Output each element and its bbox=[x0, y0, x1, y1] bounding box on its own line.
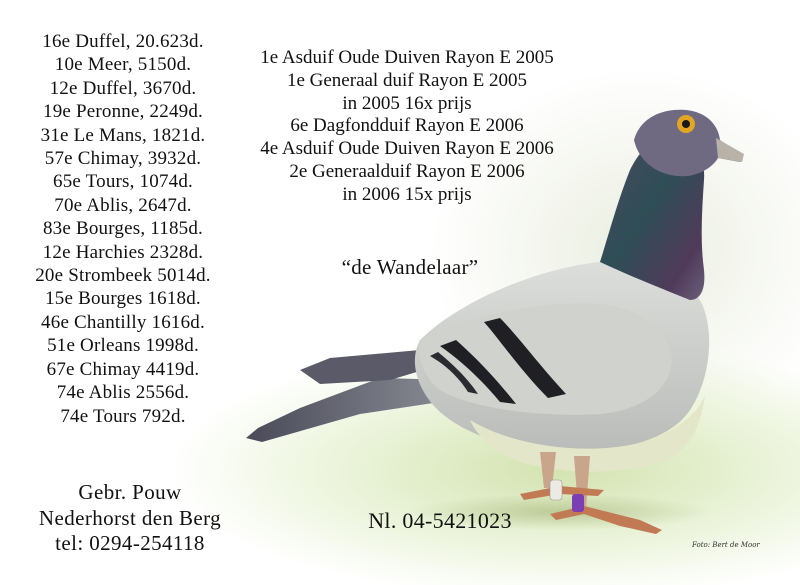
leg-ring-white bbox=[550, 480, 562, 500]
race-result: 57e Chimay, 3932d. bbox=[44, 148, 202, 170]
ring-number: Nl. 04-5421023 bbox=[368, 508, 512, 533]
race-result: 19e Peronne, 2249d. bbox=[43, 101, 203, 123]
owner-block bbox=[0, 480, 260, 557]
title-line: 4e Asduif Oude Duiven Rayon E 2006 bbox=[260, 138, 554, 160]
race-result: 65e Tours, 1074d. bbox=[53, 171, 193, 193]
owner-phone: tel: 0294-254118 bbox=[55, 531, 205, 555]
race-result: 10e Meer, 5150d. bbox=[54, 54, 192, 76]
race-result: 12e Duffel, 3670d. bbox=[49, 77, 197, 99]
race-result: 51e Orleans 1998d. bbox=[47, 335, 199, 357]
race-result: 83e Bourges, 1185d. bbox=[42, 218, 203, 240]
race-result: 74e Tours 792d. bbox=[60, 405, 186, 427]
title-line: in 2005 16x prijs bbox=[342, 92, 472, 114]
title-line: 2e Generaalduif Rayon E 2006 bbox=[289, 160, 525, 182]
championship-titles bbox=[222, 47, 592, 207]
race-result: 20e Strombeek 5014d. bbox=[35, 265, 211, 287]
race-results-list bbox=[8, 30, 238, 428]
title-line: 6e Dagfondduif Rayon E 2006 bbox=[290, 115, 524, 137]
title-line: 1e Generaal duif Rayon E 2005 bbox=[286, 69, 528, 91]
race-result: 70e Ablis, 2647d. bbox=[54, 194, 192, 216]
title-line: in 2006 15x prijs bbox=[342, 183, 472, 205]
race-result: 15e Bourges 1618d. bbox=[45, 288, 201, 310]
pigeon-name: “de Wandelaar” bbox=[341, 255, 479, 279]
leg-ring-purple bbox=[572, 494, 584, 512]
race-result: 16e Duffel, 20.623d. bbox=[42, 31, 204, 52]
race-result: 12e Harchies 2328d. bbox=[42, 241, 204, 263]
race-result: 31e Le Mans, 1821d. bbox=[40, 124, 206, 146]
title-line: 1e Asduif Oude Duiven Rayon E 2005 bbox=[260, 47, 554, 68]
owner-place: Nederhorst den Berg bbox=[38, 505, 222, 530]
race-result: 74e Ablis 2556d. bbox=[56, 382, 190, 404]
owner-name: Gebr. Pouw bbox=[78, 480, 182, 504]
race-result: 67e Chimay 4419d. bbox=[46, 358, 200, 380]
photo-credit: Foto: Bert de Moor bbox=[692, 541, 760, 549]
race-result: 46e Chantilly 1616d. bbox=[41, 311, 205, 333]
